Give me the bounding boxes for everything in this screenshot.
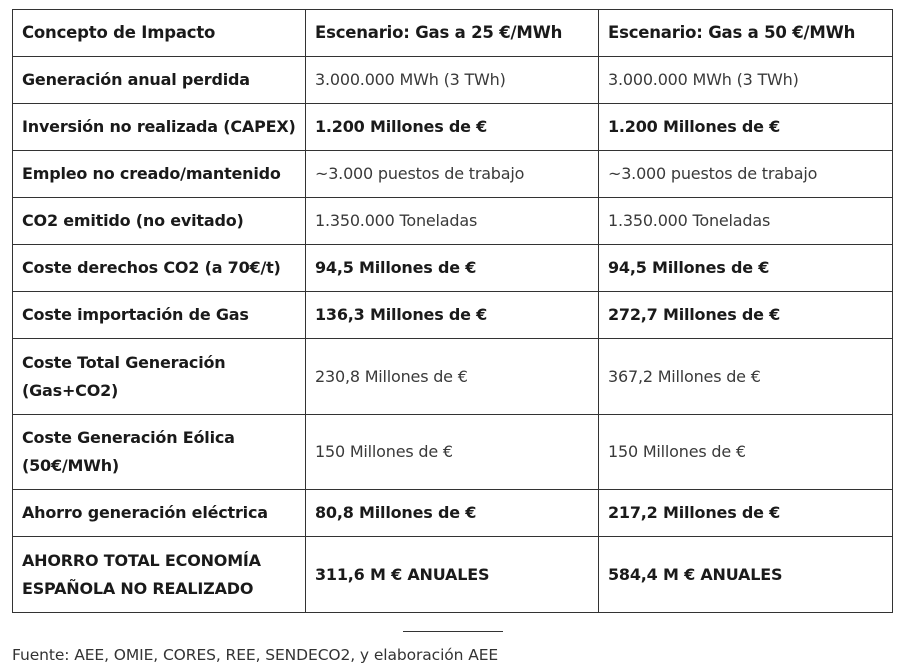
cell-scenario-25: 150 Millones de €	[306, 415, 599, 490]
cell-scenario-25: 311,6 M € ANUALES	[306, 537, 599, 613]
row-label: Coste derechos CO2 (a 70€/t)	[13, 245, 306, 292]
cell-scenario-50: 1.200 Millones de €	[599, 104, 893, 151]
row-label: AHORRO TOTAL ECONOMÍA ESPAÑOLA NO REALIZADO	[13, 537, 306, 613]
row-label: Empleo no creado/mantenido	[13, 151, 306, 198]
cell-scenario-25: 1.200 Millones de €	[306, 104, 599, 151]
table-row	[13, 415, 893, 490]
cell-scenario-25: 136,3 Millones de €	[306, 292, 599, 339]
cell-scenario-50: 150 Millones de €	[599, 415, 893, 490]
cell-scenario-25: 1.350.000 Toneladas	[306, 198, 599, 245]
row-label: Coste Generación Eólica (50€/MWh)	[13, 415, 306, 490]
cell-scenario-50: 272,7 Millones de €	[599, 292, 893, 339]
table-row	[13, 151, 893, 198]
row-label: Coste importación de Gas	[13, 292, 306, 339]
cell-scenario-50: 217,2 Millones de €	[599, 490, 893, 537]
row-label: Inversión no realizada (CAPEX)	[13, 104, 306, 151]
cell-scenario-25: ~3.000 puestos de trabajo	[306, 151, 599, 198]
source-note: Fuente: AEE, OMIE, CORES, REE, SENDECO2, y elaboración AEE	[12, 646, 499, 664]
table-row-total	[13, 537, 893, 613]
cell-scenario-25: 230,8 Millones de €	[306, 339, 599, 415]
table-row	[13, 339, 893, 415]
cell-scenario-50: 1.350.000 Toneladas	[599, 198, 893, 245]
row-label: Coste Total Generación (Gas+CO2)	[13, 339, 306, 415]
table-row	[13, 245, 893, 292]
row-label: Ahorro generación eléctrica	[13, 490, 306, 537]
table-row	[13, 104, 893, 151]
footer-divider	[403, 631, 503, 632]
table-header-row	[13, 10, 893, 57]
cell-scenario-50: 584,4 M € ANUALES	[599, 537, 893, 613]
cell-scenario-50: 367,2 Millones de €	[599, 339, 893, 415]
table-row	[13, 57, 893, 104]
cell-scenario-50: 3.000.000 MWh (3 TWh)	[599, 57, 893, 104]
row-label: CO2 emitido (no evitado)	[13, 198, 306, 245]
impact-comparison-table	[12, 9, 893, 613]
header-cell-concept: Concepto de Impacto	[13, 10, 306, 57]
cell-scenario-25: 3.000.000 MWh (3 TWh)	[306, 57, 599, 104]
cell-scenario-50: 94,5 Millones de €	[599, 245, 893, 292]
table-row	[13, 292, 893, 339]
header-cell-scenario-50: Escenario: Gas a 50 €/MWh	[599, 10, 893, 57]
cell-scenario-25: 94,5 Millones de €	[306, 245, 599, 292]
table-row	[13, 198, 893, 245]
cell-scenario-25: 80,8 Millones de €	[306, 490, 599, 537]
row-label: Generación anual perdida	[13, 57, 306, 104]
cell-scenario-50: ~3.000 puestos de trabajo	[599, 151, 893, 198]
header-cell-scenario-25: Escenario: Gas a 25 €/MWh	[306, 10, 599, 57]
table-row	[13, 490, 893, 537]
